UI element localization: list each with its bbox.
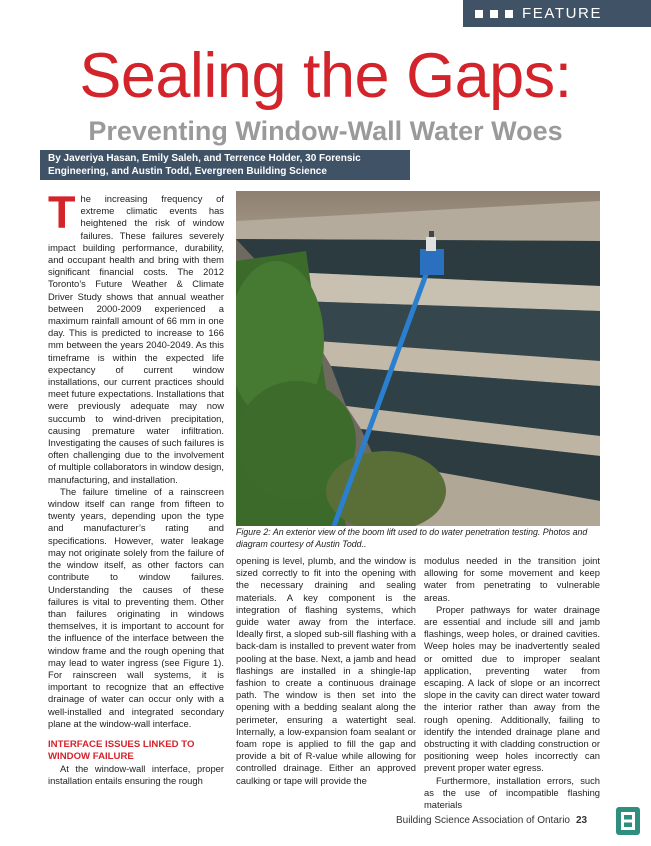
section-heading: INTERFACE ISSUES LINKED TO WINDOW FAILURE: [48, 738, 195, 762]
bsao-logo-icon: [616, 807, 640, 835]
boom-lift-building-photo: [236, 191, 600, 526]
body-paragraph: modulus needed in the transition joint allowing for some movement and keep water from penetrating to vulnerable areas.: [424, 555, 600, 603]
column-3: [424, 555, 600, 811]
intro-text: he increasing frequency of extreme climatic events has heightened the risk of window failures. These failures severely impact building performance, durability, and occupant health and bring with them significant financial costs. The 2012 Toronto’s Future Weather & Climate Driver Study shows that annual weather between 2000-2009 experienced a maximum rainfall amount of 66 mm in one day. This is predicted to increase to 166 mm between the years 2040-2049. As this timeframe is within the expected life expectancy of current window installations, our current practices should meet future expectations. Installations that were previously adequate may now succumb to wind-driven precipitation, causing premature water infiltration. Investigating the causes of such failures is often challenging due to the involvement of multiple collaborators in window design, manufacturing, and installation.: [48, 193, 224, 485]
page-number: 23: [576, 815, 588, 826]
byline-line: Engineering, and Austin Todd, Evergreen Building Science: [48, 166, 327, 177]
page-footer: [396, 815, 587, 826]
square-bullet-icon: [475, 10, 483, 18]
square-bullet-icon: [490, 10, 498, 18]
square-bullet-icon: [505, 10, 513, 18]
body-paragraph: Furthermore, installation errors, such as the use of incompatible flashing materials: [424, 774, 600, 811]
figure-photo: [236, 191, 600, 526]
article-title: Sealing the Gaps:: [79, 41, 572, 111]
intro-paragraph: [48, 187, 224, 486]
section-label: FEATURE: [522, 5, 603, 22]
column-1: [48, 187, 224, 787]
byline-line: By Javeriya Hasan, Emily Saleh, and Terrence Holder, 30 Forensic: [48, 153, 361, 164]
body-paragraph: At the window-wall interface, proper installation entails ensuring the rough: [48, 762, 224, 787]
body-paragraph: opening is level, plumb, and the window is sized correctly to fit into the opening with the necessary draining and sealing materials. A key component is the integration of flashing systems, which guide water away from the interface. Ideally first, a sloped sub-sill flashing with a back-dam is installed to prevent water from pooling at the base. Next, a jamb and head flashings are installed in a shingle-lap fashion to create a continuous drainage path. The window is then set into the opening with a bedding sealant along the perimeter, ensuring a watertight seal. Internally, a low-expansion foam sealant or foam rope is applied to fill the gap and provide a bit of R-value while allowing for controlled drainage. Either an approved caulking or tape will provide the: [236, 555, 416, 786]
figure-caption: Figure 2: An exterior view of the boom lift used to do water penetration testing. Photos and diagram courtesy of Austin Todd..: [236, 527, 588, 549]
drop-cap: T: [48, 187, 76, 238]
byline: [40, 150, 410, 180]
body-paragraph: Proper pathways for water drainage are essential and include sill and jamb flashings, weep holes, or drained cavities. Weep holes may be inadvertently sealed or omitted due to improper sealant application, preventing water from escaping. A lack of slope or an incorrect slope in the cavity can direct water toward the interior rather than away from the rough opening. Additionally, failing to identify the intended drainage plane and obstructing it with cladding construction or positioning weep holes incorrectly can prevent proper water egress.: [424, 603, 600, 774]
publisher-name: Building Science Association of Ontario: [396, 815, 570, 826]
article-subtitle: Preventing Window-Wall Water Woes: [88, 116, 563, 146]
body-paragraph: The failure timeline of a rainscreen window itself can range from fifteen to twenty years, depending upon the type and manufacturer’s rating and specifications. However, water leakage may not originate solely from the failure of the window itself, as other factors can contribute to window failures. Understanding the causes of these failures is vital to preventing them. Other than failures originating in windows themselves, it is important to account for the influence of the interface between the window frame and the rough opening that may lead to water ingress (see Figure 1). For rainscreen wall systems, it is important to recognize that an effective drainage of water can occur only with a well-installed and integrated secondary plane at the window-wall interface.: [48, 485, 224, 729]
column-2: [236, 555, 416, 787]
feature-tab: [463, 0, 651, 27]
